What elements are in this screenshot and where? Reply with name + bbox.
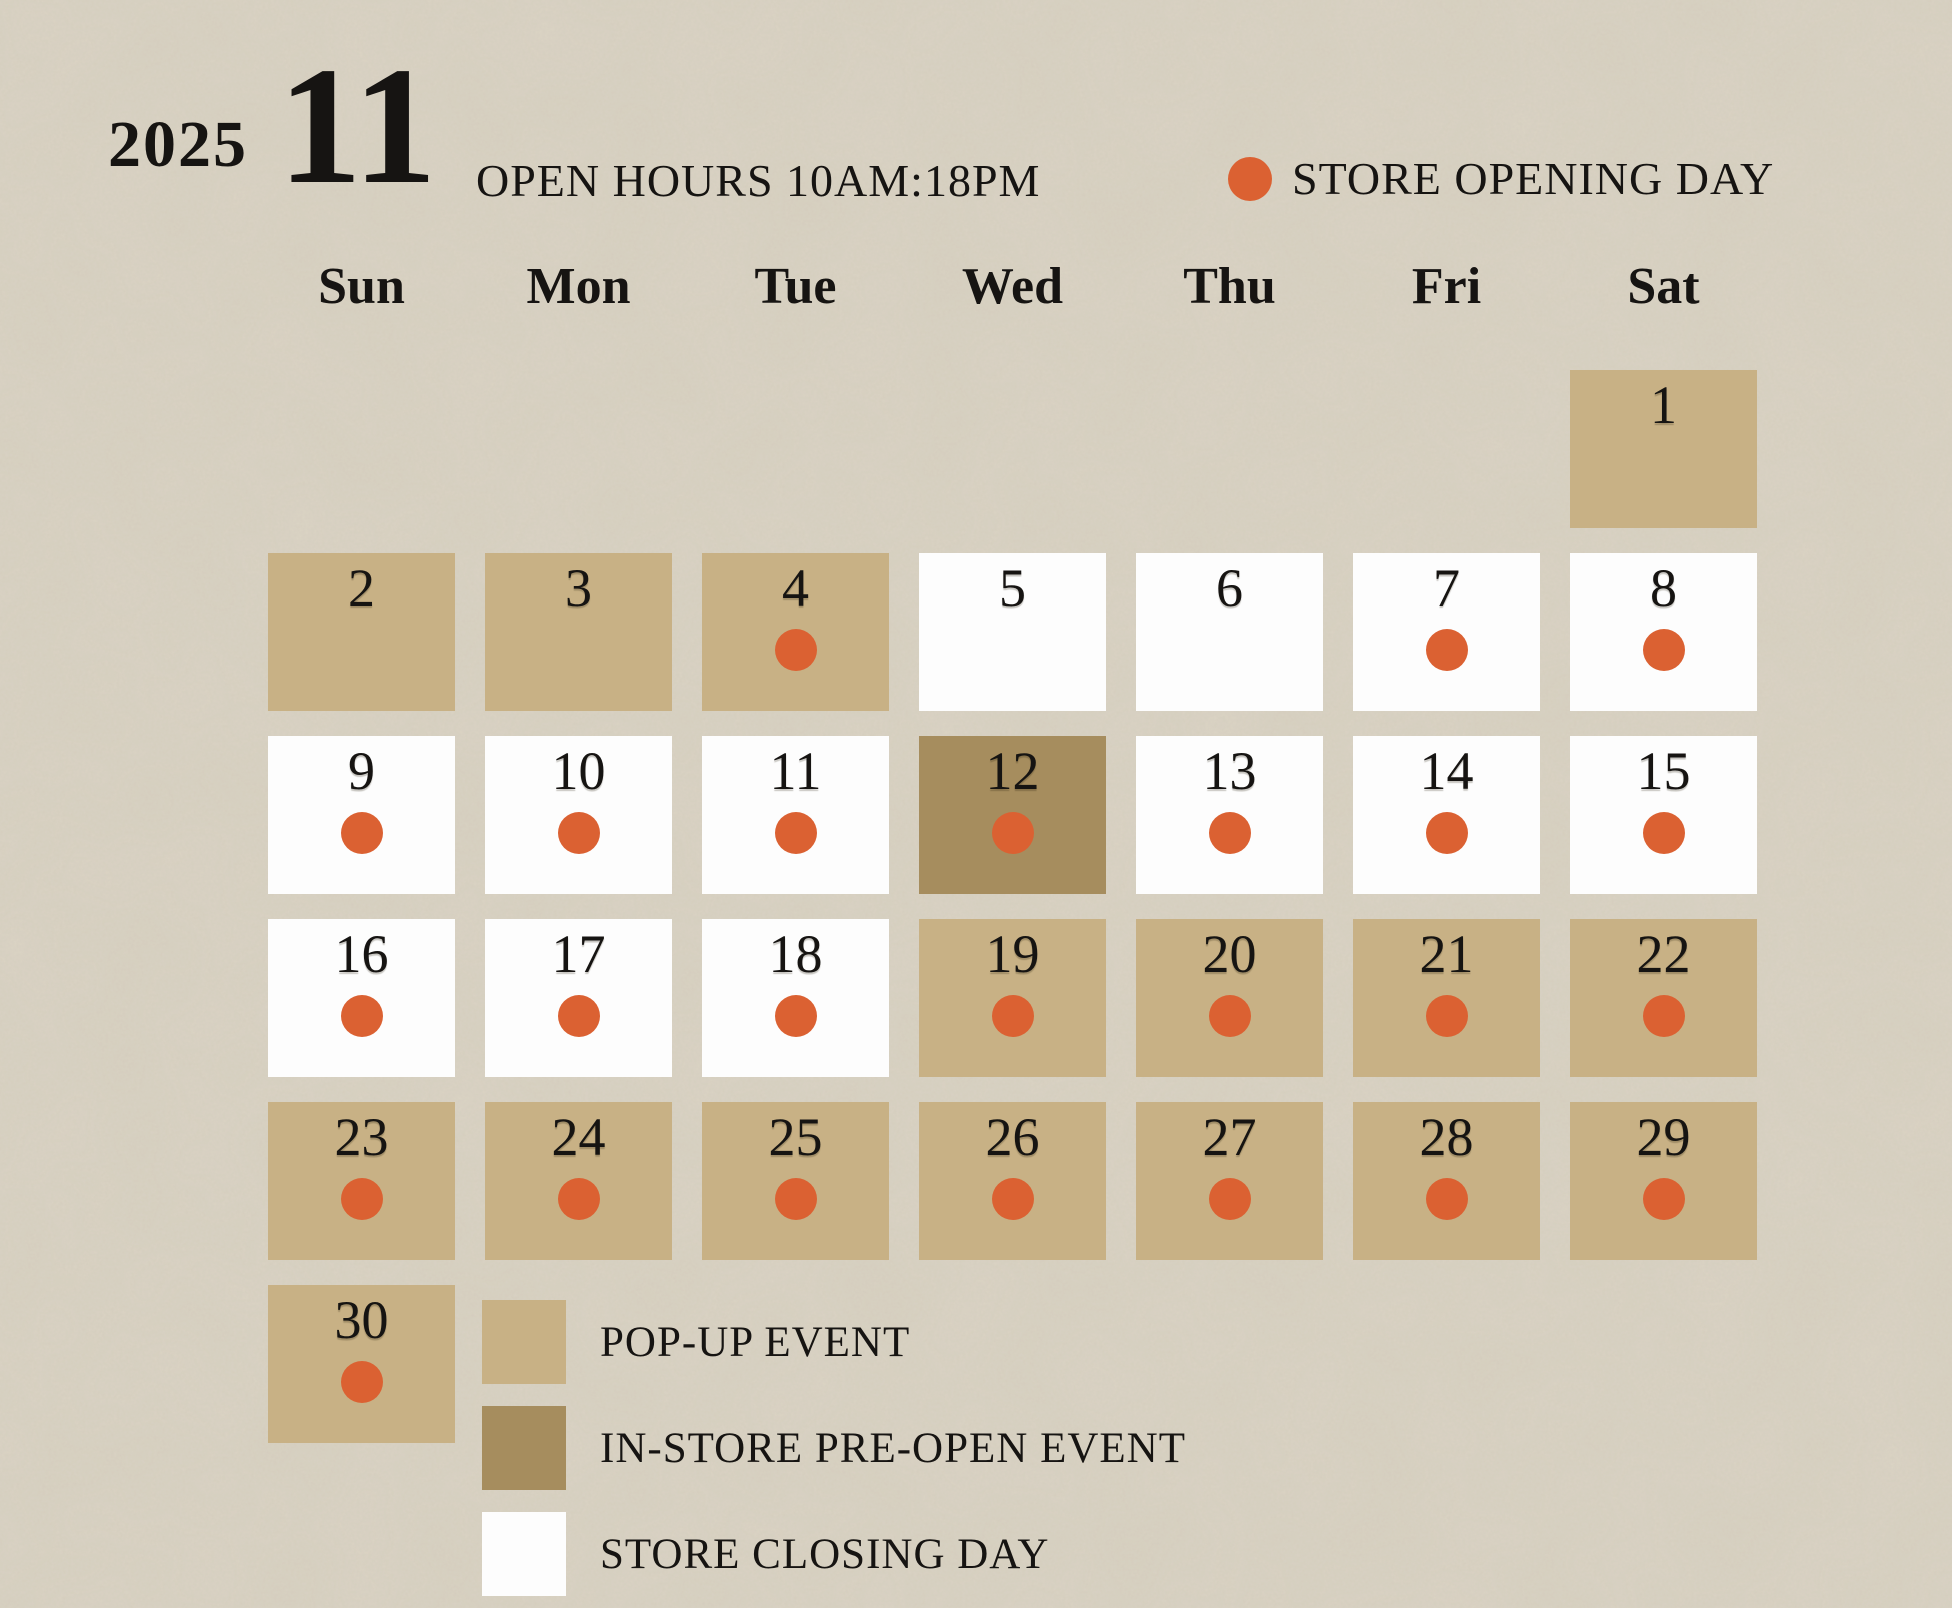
store-open-dot-icon: [775, 629, 817, 671]
day-number: 29: [1636, 1107, 1691, 1167]
day-number: 25: [768, 1107, 823, 1167]
weekday-label-fri: Fri: [1411, 258, 1482, 315]
day-cell-15: [1570, 736, 1757, 894]
store-open-dot-icon: [1426, 812, 1468, 854]
day-number: 27: [1202, 1107, 1257, 1167]
store-opening-day-legend: [1228, 153, 1775, 204]
day-cell-25: [702, 1102, 889, 1260]
store-open-dot-icon: [992, 995, 1034, 1037]
day-cell-4: [702, 553, 889, 711]
month-number: 11: [278, 33, 437, 219]
day-cell-3: [485, 553, 672, 711]
store-open-dot-icon: [775, 812, 817, 854]
store-open-dot-icon: [558, 1178, 600, 1220]
day-cell-22: [1570, 919, 1757, 1077]
day-cell-28: [1353, 1102, 1540, 1260]
store-open-dot-icon: [1426, 629, 1468, 671]
preopen-swatch-icon: [482, 1406, 566, 1490]
day-number: 17: [551, 924, 606, 984]
day-number: 8: [1650, 558, 1677, 618]
day-cell-11: [702, 736, 889, 894]
day-number: 5: [999, 558, 1026, 618]
day-cell-14: [1353, 736, 1540, 894]
legend-row-popup: [482, 1300, 1186, 1384]
day-number: 30: [334, 1290, 389, 1350]
store-opening-day-label: STORE OPENING DAY: [1292, 153, 1775, 204]
store-open-dot-icon: [1228, 157, 1272, 201]
store-open-dot-icon: [775, 1178, 817, 1220]
day-number: 4: [782, 558, 809, 618]
year-label: 2025: [108, 108, 248, 181]
day-cell-18: [702, 919, 889, 1077]
day-number: 9: [348, 741, 375, 801]
legend-label-preopen: IN-STORE PRE-OPEN EVENT: [600, 1424, 1186, 1472]
day-cell-9: [268, 736, 455, 894]
store-open-dot-icon: [1643, 995, 1685, 1037]
day-cell-30: [268, 1285, 455, 1443]
day-cell-10: [485, 736, 672, 894]
store-open-dot-icon: [1209, 1178, 1251, 1220]
store-open-dot-icon: [341, 995, 383, 1037]
closing-swatch-icon: [482, 1512, 566, 1596]
store-open-dot-icon: [558, 812, 600, 854]
day-cell-5: [919, 553, 1106, 711]
day-cell-20: [1136, 919, 1323, 1077]
day-number: 11: [769, 741, 822, 801]
day-cell-12: [919, 736, 1106, 894]
day-number: 15: [1636, 741, 1691, 801]
weekday-label-tue: Tue: [754, 258, 837, 315]
day-cell-29: [1570, 1102, 1757, 1260]
day-cell-21: [1353, 919, 1540, 1077]
day-cell-24: [485, 1102, 672, 1260]
day-number: 21: [1419, 924, 1474, 984]
open-hours-text: OPEN HOURS 10AM:18PM: [476, 155, 1041, 206]
day-cell-19: [919, 919, 1106, 1077]
legend-label-closing: STORE CLOSING DAY: [600, 1530, 1050, 1578]
store-open-dot-icon: [1643, 1178, 1685, 1220]
store-open-dot-icon: [341, 812, 383, 854]
store-open-dot-icon: [341, 1178, 383, 1220]
day-number: 20: [1202, 924, 1257, 984]
day-cell-8: [1570, 553, 1757, 711]
store-open-dot-icon: [1426, 1178, 1468, 1220]
legend-label-popup: POP-UP EVENT: [600, 1318, 911, 1366]
store-open-dot-icon: [1643, 812, 1685, 854]
event-legend: [482, 1300, 1186, 1596]
legend-row-closing: [482, 1512, 1186, 1596]
weekday-label-mon: Mon: [526, 258, 631, 315]
day-number: 2: [348, 558, 375, 618]
day-number: 12: [985, 741, 1040, 801]
day-cell-26: [919, 1102, 1106, 1260]
day-cell-1: [1570, 370, 1757, 528]
weekday-label-sat: Sat: [1627, 258, 1700, 315]
popup-swatch-icon: [482, 1300, 566, 1384]
day-number: 19: [985, 924, 1040, 984]
day-cell-13: [1136, 736, 1323, 894]
day-cell-7: [1353, 553, 1540, 711]
day-number: 24: [551, 1107, 606, 1167]
day-cell-27: [1136, 1102, 1323, 1260]
day-number: 3: [565, 558, 592, 618]
store-open-dot-icon: [1426, 995, 1468, 1037]
weekday-header-row: [268, 258, 1757, 315]
day-cell-17: [485, 919, 672, 1077]
day-cell-6: [1136, 553, 1323, 711]
store-open-dot-icon: [775, 995, 817, 1037]
weekday-label-thu: Thu: [1183, 258, 1276, 315]
calendar-grid: [268, 370, 1757, 1443]
store-open-dot-icon: [1209, 995, 1251, 1037]
weekday-label-wed: Wed: [961, 258, 1064, 315]
day-number: 7: [1433, 558, 1460, 618]
day-number: 1: [1650, 375, 1677, 435]
day-number: 28: [1419, 1107, 1474, 1167]
store-open-dot-icon: [992, 1178, 1034, 1220]
day-number: 23: [334, 1107, 389, 1167]
day-cell-16: [268, 919, 455, 1077]
store-open-dot-icon: [1209, 812, 1251, 854]
day-number: 16: [334, 924, 389, 984]
day-number: 22: [1636, 924, 1691, 984]
day-number: 26: [985, 1107, 1040, 1167]
weekday-label-sun: Sun: [318, 258, 405, 315]
store-open-dot-icon: [1643, 629, 1685, 671]
store-open-dot-icon: [992, 812, 1034, 854]
day-number: 14: [1419, 741, 1474, 801]
day-cell-23: [268, 1102, 455, 1260]
day-number: 13: [1202, 741, 1257, 801]
store-open-dot-icon: [341, 1361, 383, 1403]
day-number: 10: [551, 741, 606, 801]
legend-row-preopen: [482, 1406, 1186, 1490]
day-cell-2: [268, 553, 455, 711]
day-number: 6: [1216, 558, 1243, 618]
store-open-dot-icon: [558, 995, 600, 1037]
day-number: 18: [768, 924, 823, 984]
